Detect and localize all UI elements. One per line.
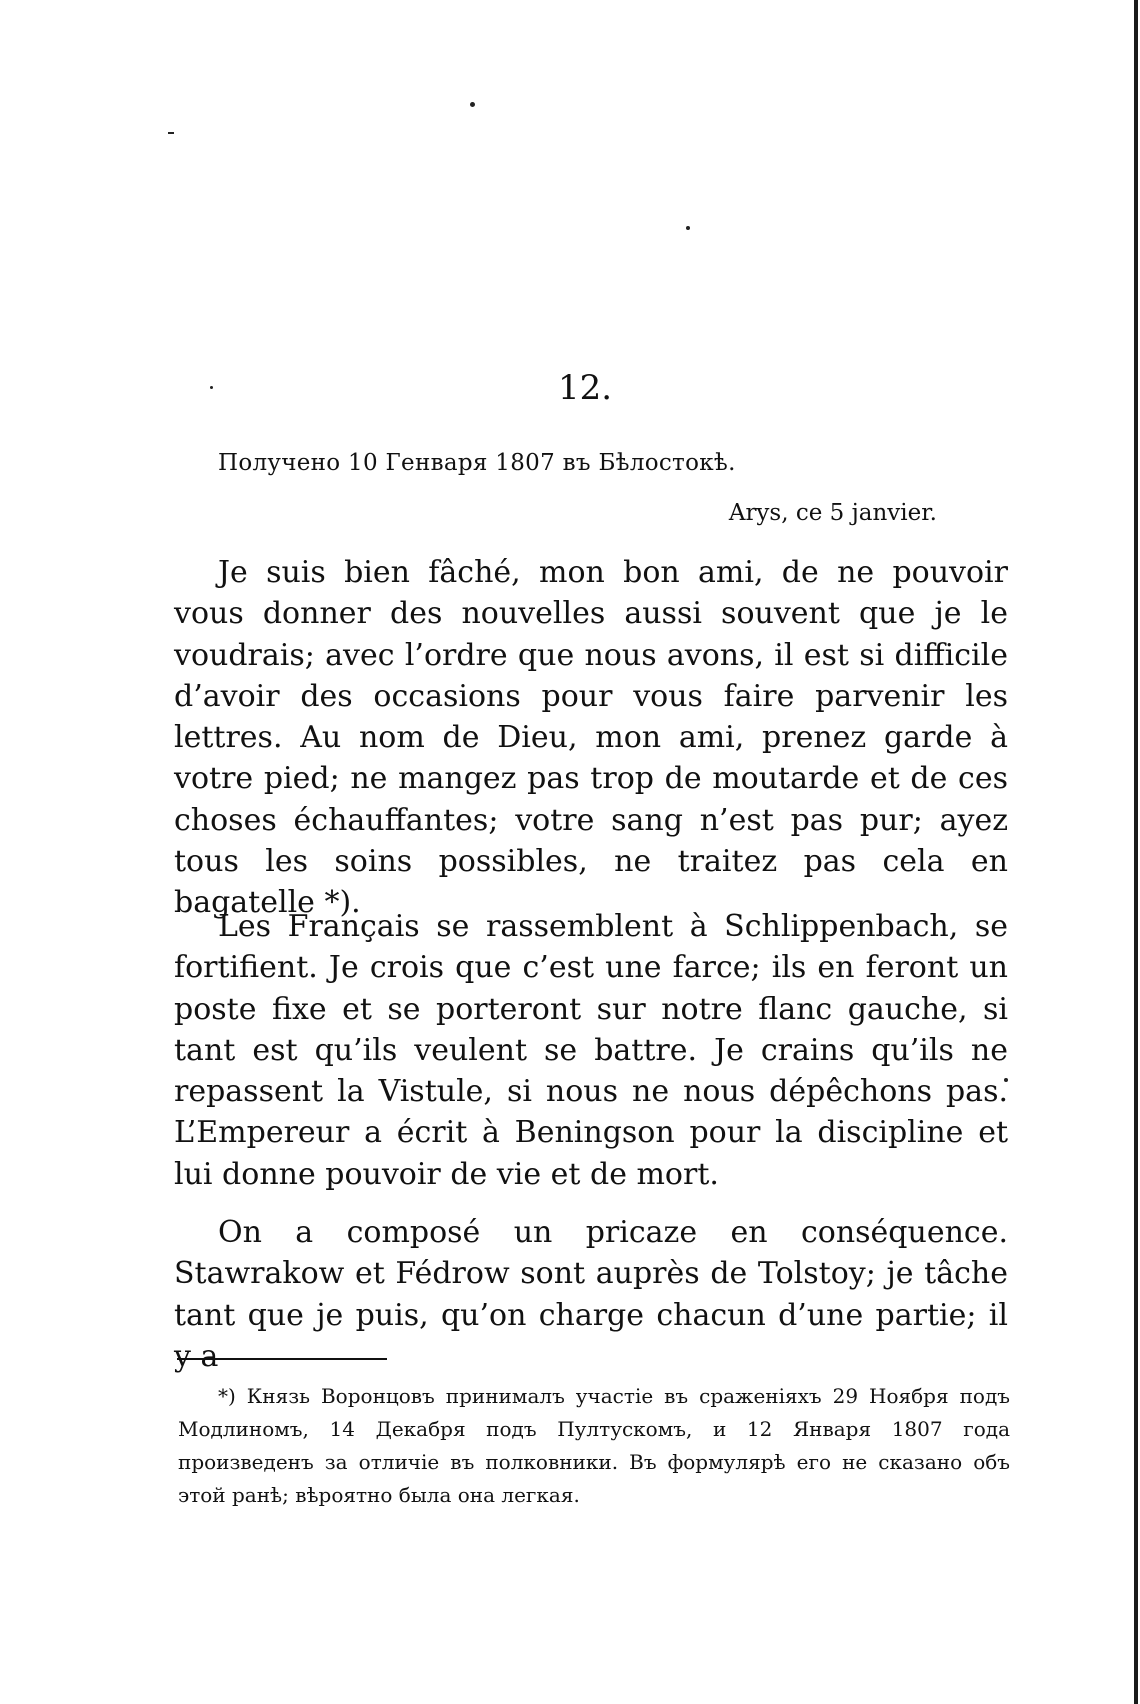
letter-paragraph-1 [174,552,1008,924]
footnote-divider [177,1358,387,1360]
scan-speck [470,102,475,107]
page-edge-line [1134,0,1138,1704]
paragraph-text: On a composé un pricaze en conséquence. Stawrakow et Fédrow sont auprès de Tolstoy; je tâche tant que je puis, qu’on charge chacun d’une partie; il y a [174,1215,1008,1374]
letter-paragraph-2 [174,906,1008,1195]
footnote: *) Князь Воронцовъ принималъ участіе въ сраженіяхъ 29 Ноября подъ Модлиномъ, 14 Декабря подъ Пултускомъ, и 12 Января 1807 года произведенъ за отличіе въ полковники. Въ формулярѣ его не сказано объ этой ранѣ; вѣроятно была она легкая. [178,1384,1010,1507]
letter-place-date: Arys, ce 5 janvier. [728,500,937,526]
scan-speck [686,226,690,230]
scan-speck [168,132,174,134]
received-note: Получено 10 Генваря 1807 въ Бѣлостокѣ. [218,450,736,476]
paragraph-text: Les Français se rassemblent à Schlippenbach, se fortifient. Je crois que c’est une farce; ils en feront un poste fixe et se porteront sur notre flanc gauche, si tant est qu’ils veulent se battre. Je crains qu’ils ne repassent la Vistule, si nous ne nous dépêchons pas. L’Empereur a écrit à Beningson pour la discipline et lui donne pouvoir de vie et de mort. [174,909,1008,1192]
page-number: 12. [557,368,613,408]
paragraph-text: Je suis bien fâché, mon bon ami, de ne pouvoir vous donner des nouvelles aussi souvent que je le voudrais; avec l’ordre que nous avons, il est si difficile d’avoir des occasions pour vous faire parvenir les lettres. Au nom de Dieu, mon ami, prenez garde à votre pied; ne mangez pas trop de moutarde et de ces choses échauffantes; votre sang n’est pas pur; ayez tous les soins possibles, ne traitez pas cela en bagatelle *). [174,555,1008,921]
letter-paragraph-3 [174,1212,1008,1377]
